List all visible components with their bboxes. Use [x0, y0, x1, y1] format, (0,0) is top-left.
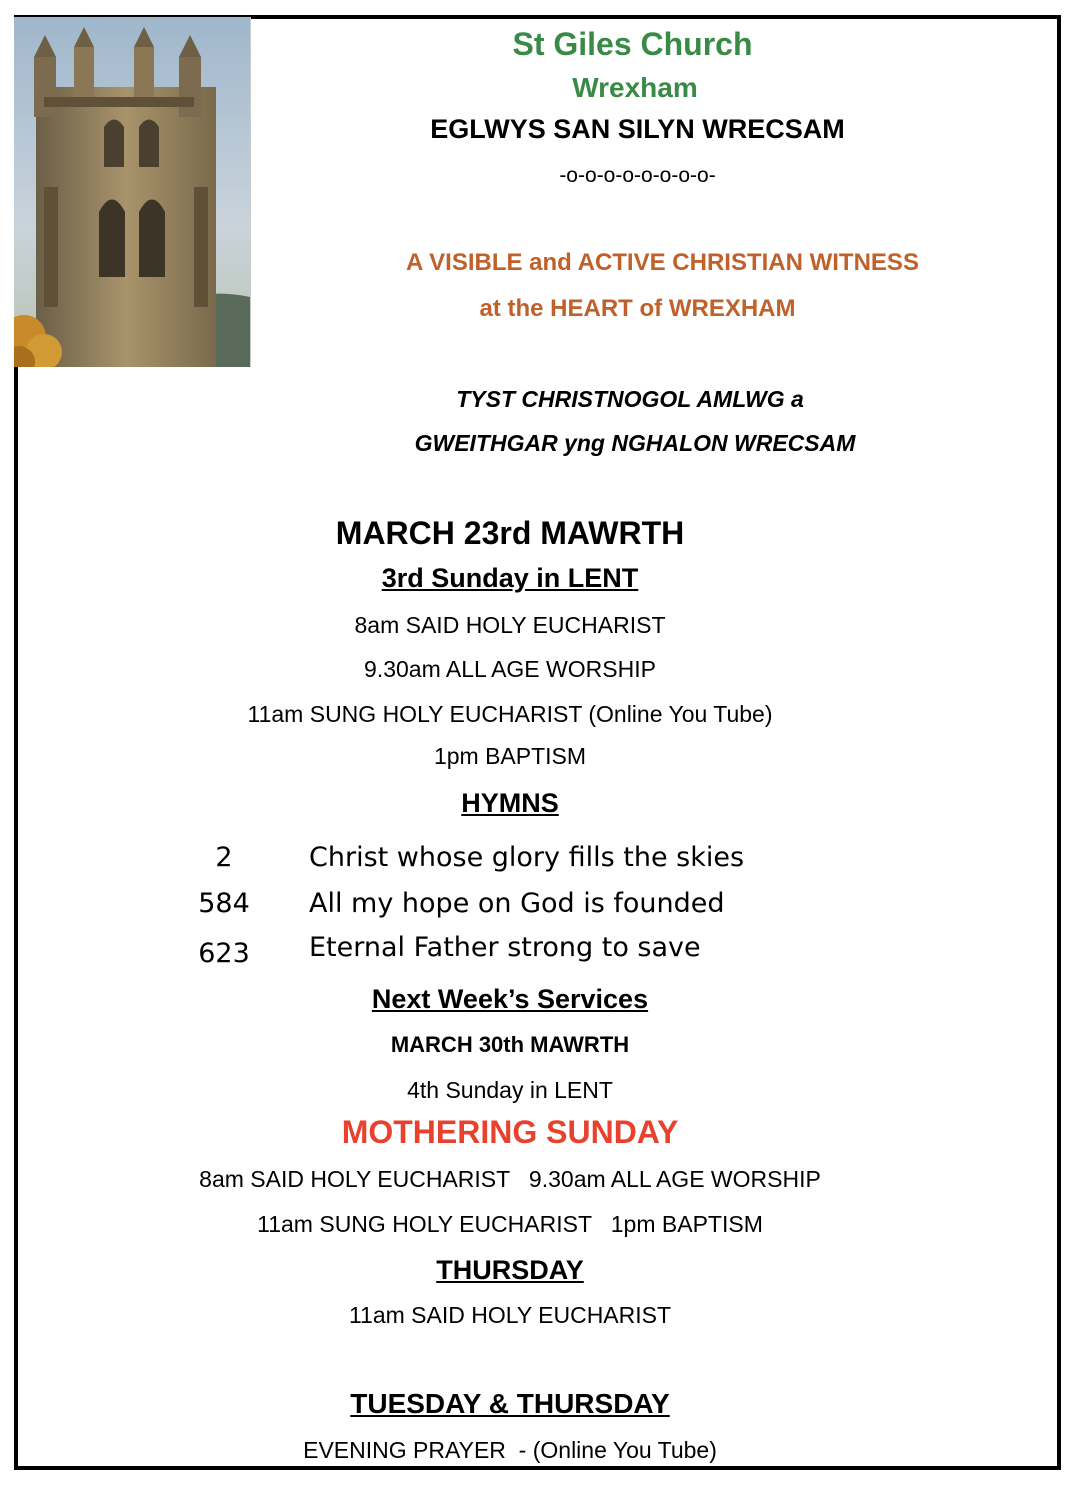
tue-thu-heading: TUESDAY & THURSDAY	[350, 1388, 670, 1419]
welsh-church-name: EGLWYS SAN SILYN WRECSAM	[430, 114, 845, 144]
mothering-sunday-title: MOTHERING SUNDAY	[341, 1114, 679, 1150]
next-week-heading: Next Week’s Services	[371, 984, 649, 1014]
next-week-services-line-2: 11am SUNG HOLY EUCHARIST 1pm BAPTISM	[257, 1211, 763, 1237]
hymn-number: 2	[215, 842, 233, 873]
service-item: 9.30am ALL AGE WORSHIP	[364, 656, 656, 682]
next-week-date: MARCH 30th MAWRTH	[390, 1032, 630, 1057]
next-week-occasion: 4th Sunday in LENT	[407, 1077, 613, 1103]
thursday-heading: THURSDAY	[436, 1255, 584, 1285]
hymn-title: All my hope on God is founded	[309, 888, 725, 919]
thursday-service: 11am SAID HOLY EUCHARIST	[348, 1302, 672, 1328]
welsh-tagline-line-2: GWEITHGAR yng NGHALON WRECSAM	[414, 430, 856, 456]
service-item: 1pm BAPTISM	[433, 743, 587, 769]
next-week-services-line-1: 8am SAID HOLY EUCHARIST 9.30am ALL AGE WORSHIP	[199, 1166, 821, 1192]
town-name: Wrexham	[572, 72, 698, 103]
welsh-tagline-line-1: TYST CHRISTNOGOL AMLWG a	[456, 386, 804, 412]
hymn-number: 584	[198, 888, 250, 919]
service-item: 8am SAID HOLY EUCHARIST	[354, 612, 666, 638]
occasion-title: 3rd Sunday in LENT	[381, 563, 639, 593]
tagline-line-2: at the HEART of WREXHAM	[479, 295, 796, 322]
hymn-title: Eternal Father strong to save	[309, 932, 701, 963]
divider: -o-o-o-o-o-o-o-o-	[559, 164, 716, 187]
church-name: St Giles Church	[512, 26, 753, 62]
hymn-title: Christ whose glory fills the skies	[309, 842, 745, 873]
hymns-heading: HYMNS	[461, 788, 559, 818]
hymn-number: 623	[198, 938, 250, 969]
service-date: MARCH 23rd MAWRTH	[335, 515, 685, 551]
service-item: 11am SUNG HOLY EUCHARIST (Online You Tube)	[247, 701, 773, 727]
tagline-line-1: A VISIBLE and ACTIVE CHRISTIAN WITNESS	[406, 249, 919, 276]
tue-thu-service: EVENING PRAYER - (Online You Tube)	[303, 1437, 717, 1463]
